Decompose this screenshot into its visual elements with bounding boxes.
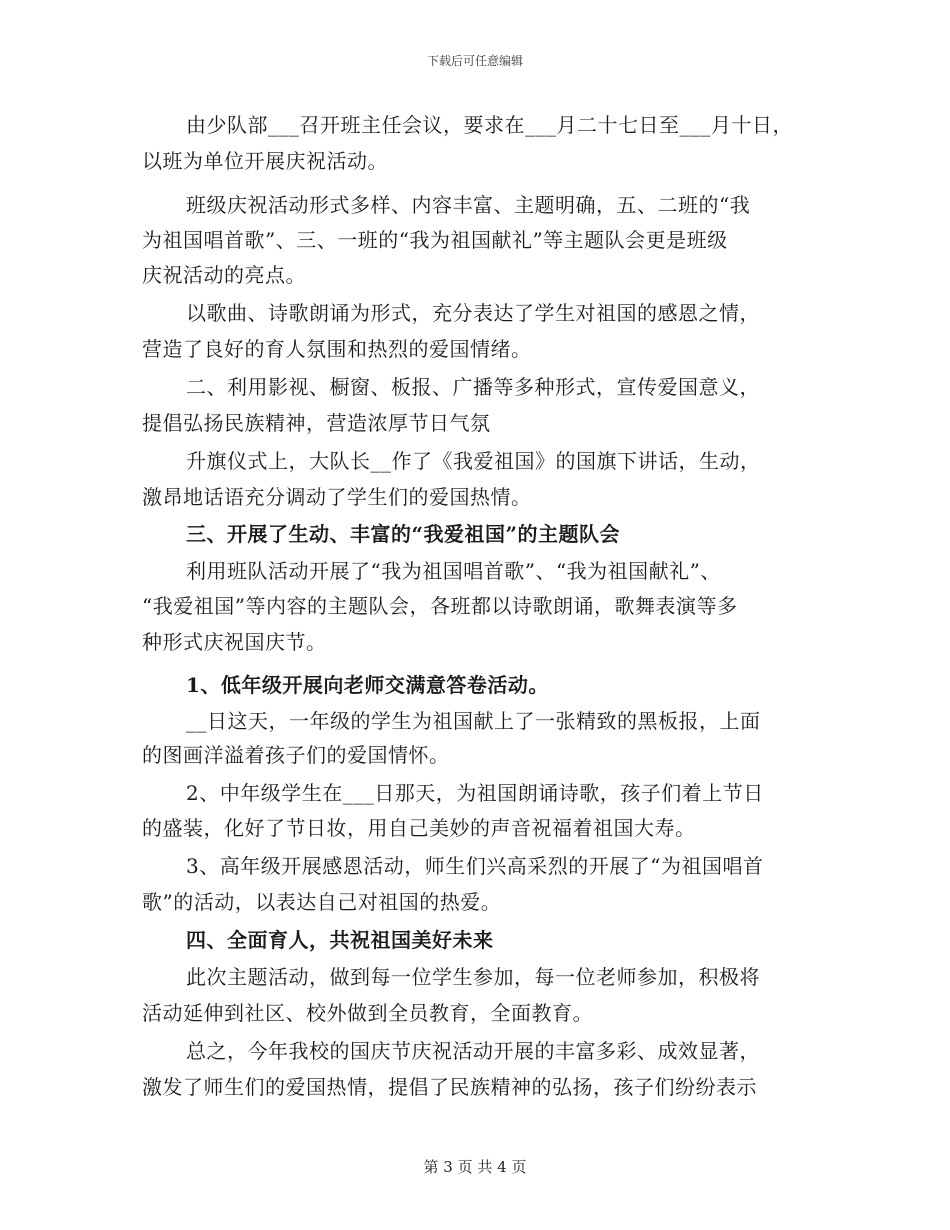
page-header: 下载后可任意编辑 [426,54,523,68]
paragraph-line: 以歌曲、诗歌朗诵为形式，充分表达了学生对祖国的感恩之情， [186,301,760,325]
section-heading-line: 三、开展了生动、丰富的“我爱祖国”的主题队会 [186,522,621,546]
paragraph-line: 营造了良好的育人氛围和热烈的爱国情绪。 [142,337,532,361]
paragraph-line: 利用班队活动开展了“我为祖国唱首歌”、“我为祖国献礼”、 [186,559,721,583]
page-footer: 第 3 页 共 4 页 [423,1158,527,1176]
paragraph-line: 此次主题活动，做到每一位学生参加，每一位老师参加，积极将 [186,965,760,989]
paragraph-line: 为祖国唱首歌”、三、一班的“我为祖国献礼”等主题队会更是班级 [142,228,728,252]
paragraph-line: __日这天，一年级的学生为祖国献上了一张精致的黑板报，上面 [186,709,761,733]
paragraph-line: 庆祝活动的亮点。 [142,263,306,287]
paragraph-line: 总之，今年我校的国庆节庆祝活动开展的丰富多彩、成效显著， [186,1039,760,1063]
paragraph-line: 3、高年级开展感恩活动，师生们兴高采烈的开展了“为祖国唱首 [186,854,764,878]
paragraph-line: “我爱祖国”等内容的主题队会，各班都以诗歌朗诵，歌舞表演等多 [142,594,738,618]
paragraph-line: 提倡弘扬民族精神，营造浓厚节日气氛 [142,411,491,435]
paragraph-line: 活动延伸到社区、校外做到全员教育，全面教育。 [142,1001,593,1025]
paragraph-line: 的图画洋溢着孩子们的爱国情怀。 [142,743,450,767]
paragraph-line: 以班为单位开展庆祝活动。 [142,149,388,173]
section-heading-line: 1、低年级开展向老师交满意答卷活动。 [186,673,549,697]
paragraph-line: 升旗仪式上，大队长__作了《我爱祖国》的国旗下讲话，生动， [186,449,761,473]
paragraph-line: 二、利用影视、橱窗、板报、广播等多种形式，宣传爱国意义， [186,375,760,399]
paragraph-line: 激发了师生们的爱国热情，提倡了民族精神的弘扬，孩子们纷纷表示 [142,1075,757,1099]
paragraph-line: 班级庆祝活动形式多样、内容丰富、主题明确，五、二班的“我 [186,193,751,217]
paragraph-line: 的盛装，化好了节日妆，用自己美妙的声音祝福着祖国大寿。 [142,816,696,840]
paragraph-line: 种形式庆祝国庆节。 [142,630,327,654]
paragraph-line: 歌”的活动，以表达自己对祖国的热爱。 [142,890,502,914]
paragraph-line: 激昂地话语充分调动了学生们的爱国热情。 [142,485,532,509]
paragraph-line: 2、中年级学生在___日那天，为祖国朗诵诗歌，孩子们着上节日 [186,781,764,805]
paragraph-line: 由少队部___召开班主任会议，要求在___月二十七日至___月十日， [186,113,793,137]
section-heading-line: 四、全面育人，共祝祖国美好未来 [186,928,494,952]
